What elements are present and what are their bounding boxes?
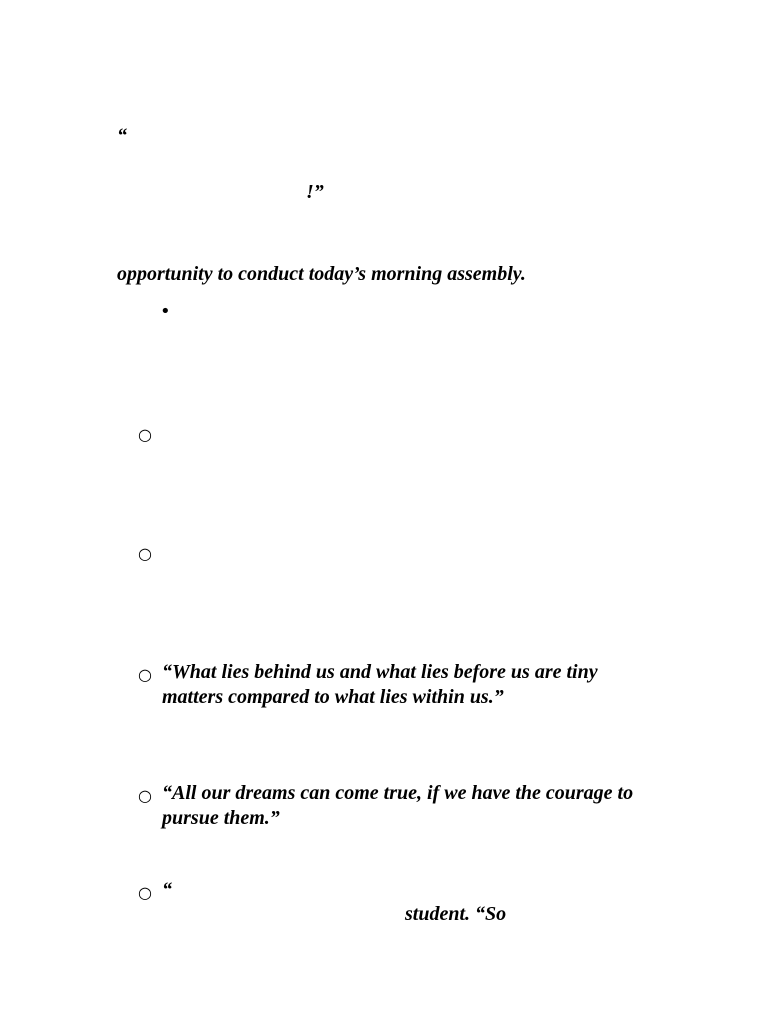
quote-2 xyxy=(162,781,633,831)
hollow-bullet-5: ○ xyxy=(138,883,152,902)
quote-2-line-1: “All our dreams can come true, if we have the courage to xyxy=(162,782,634,804)
exclamation-close-quote: !” xyxy=(306,181,324,203)
quote-3-open: “ xyxy=(162,879,172,901)
hollow-bullet-1: ○ xyxy=(138,425,152,444)
quote-1-line-2: matters compared to what lies within us.” xyxy=(162,686,504,708)
hollow-bullet-4: ○ xyxy=(138,786,152,805)
quote-1-line-1: “What lies behind us and what lies before us are tiny xyxy=(162,661,598,683)
quote-1 xyxy=(162,660,598,710)
assembly-line: opportunity to conduct today’s morning assembly. xyxy=(117,263,526,285)
quote-2-line-2: pursue them.” xyxy=(162,807,280,829)
quote-3-tail: student. “So xyxy=(405,903,507,925)
hollow-bullet-2: ○ xyxy=(138,544,152,563)
filled-bullet: • xyxy=(160,301,171,322)
opening-quote-mark: “ xyxy=(117,125,127,147)
hollow-bullet-3: ○ xyxy=(138,665,152,684)
